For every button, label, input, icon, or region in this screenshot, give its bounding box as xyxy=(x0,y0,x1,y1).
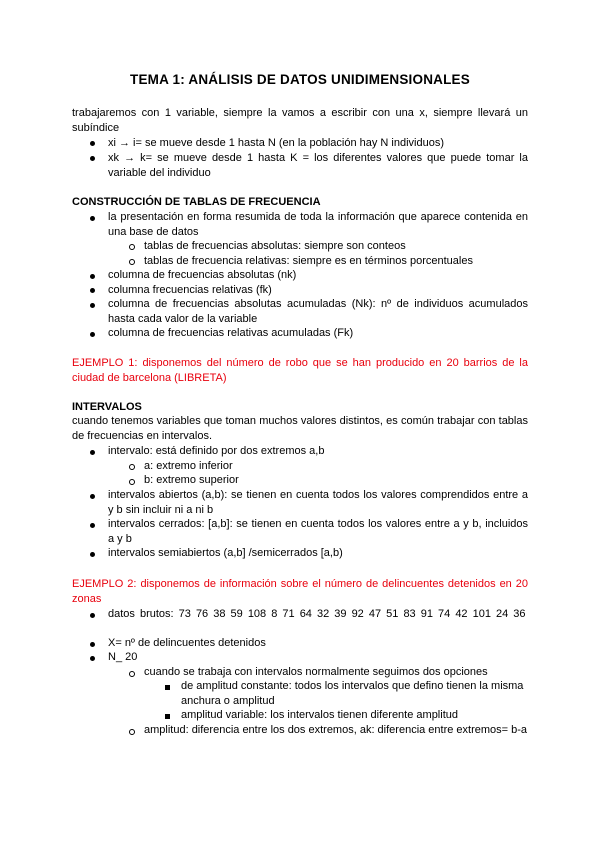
list-item: intervalo: está definido por dos extremos a,b xyxy=(108,445,325,457)
list-item: columna frecuencias relativas (fk) xyxy=(108,284,272,296)
bullet-icon xyxy=(90,288,95,293)
bullet-icon xyxy=(90,141,95,146)
bullet-icon xyxy=(90,216,95,221)
sub-sub-list-item: amplitud variable: los intervalos tienen diferente amplitud xyxy=(181,709,458,721)
list-item: datos brutos: 73 76 38 59 108 8 71 64 32 39 92 47 51 83 91 74 42 101 24 36 xyxy=(108,608,526,620)
bullet-icon xyxy=(90,274,95,279)
sub-list-item: cuando se trabaja con intervalos normalmente seguimos dos opciones xyxy=(144,666,488,678)
bullet-icon xyxy=(90,656,95,661)
bullet-icon xyxy=(90,613,95,618)
sub-list-item: amplitud: diferencia entre los dos extremos, ak: diferencia entre extremos= b-a xyxy=(144,724,528,736)
sub-list-item: a: extremo inferior xyxy=(144,460,233,472)
example-2: EJEMPLO 2: disponemos de información sobre el número de delincuentes detenidos en 20 zonas xyxy=(72,578,528,605)
square-bullet-icon xyxy=(165,685,170,690)
list-item: intervalos abiertos (a,b): se tienen en cuenta todos los valores comprendidos entre a y b sin incluir ni a ni b xyxy=(108,489,528,516)
bullet-icon xyxy=(90,642,95,647)
square-bullet-icon xyxy=(165,714,170,719)
example-1: EJEMPLO 1: disponemos del número de robo que se han producido en 20 barrios de la ciudad de barcelona (LIBRETA) xyxy=(72,357,528,384)
list-item: X= nº de delincuentes detenidos xyxy=(108,637,266,649)
list-item: columna de frecuencias absolutas acumuladas (Nk): nº de individuos acumulados hasta cada valor de la variable xyxy=(108,298,528,325)
intro-item: xi → i= se mueve desde 1 hasta N (en la población hay N individuos) xyxy=(108,137,444,149)
list-item: intervalos cerrados: [a,b]: se tienen en cuenta todos los valores entre a y b, incluidos a y b xyxy=(108,518,528,545)
page-title: TEMA 1: ANÁLISIS DE DATOS UNIDIMENSIONALES xyxy=(130,72,470,87)
sub-sub-list-item: de amplitud constante: todos los intervalos que defino tienen la misma anchura o amplitud xyxy=(181,680,524,707)
bullet-icon xyxy=(90,450,95,455)
bullet-icon xyxy=(90,552,95,557)
list-item: N_ 20 xyxy=(108,651,138,663)
circle-bullet-icon xyxy=(129,671,135,677)
sub-list-item: tablas de frecuencias absolutas: siempre son conteos xyxy=(144,240,406,252)
bullet-icon xyxy=(90,523,95,528)
intro-item: xk → k= se mueve desde 1 hasta K = los diferentes valores que puede tomar la variable del individuo xyxy=(108,152,528,179)
list-item: la presentación en forma resumida de toda la información que aparece contenida en una base de datos xyxy=(108,211,528,238)
bullet-icon xyxy=(90,303,95,308)
intro-paragraph: trabajaremos con 1 variable, siempre la vamos a escribir con una x, siempre llevará un subíndice xyxy=(72,107,528,134)
section-heading-frequency-tables: CONSTRUCCIÓN DE TABLAS DE FRECUENCIA xyxy=(72,196,321,208)
circle-bullet-icon xyxy=(129,464,135,470)
circle-bullet-icon xyxy=(129,244,135,250)
list-item: columna de frecuencias relativas acumuladas (Fk) xyxy=(108,327,354,339)
circle-bullet-icon xyxy=(129,259,135,265)
intervals-paragraph: cuando tenemos variables que toman muchos valores distintos, es común trabajar con tablas de frecuencias en intervalos. xyxy=(72,415,528,442)
bullet-icon xyxy=(90,494,95,499)
sub-list-item: b: extremo superior xyxy=(144,474,239,486)
bullet-icon xyxy=(90,156,95,161)
circle-bullet-icon xyxy=(129,479,135,485)
sub-list-item: tablas de frecuencia relativas: siempre es en términos porcentuales xyxy=(144,255,473,267)
section-heading-intervals: INTERVALOS xyxy=(72,401,142,413)
list-item: intervalos semiabiertos (a,b] /semicerrados [a,b) xyxy=(108,547,343,559)
circle-bullet-icon xyxy=(129,729,135,735)
bullet-icon xyxy=(90,332,95,337)
list-item: columna de frecuencias absolutas (nk) xyxy=(108,269,297,281)
